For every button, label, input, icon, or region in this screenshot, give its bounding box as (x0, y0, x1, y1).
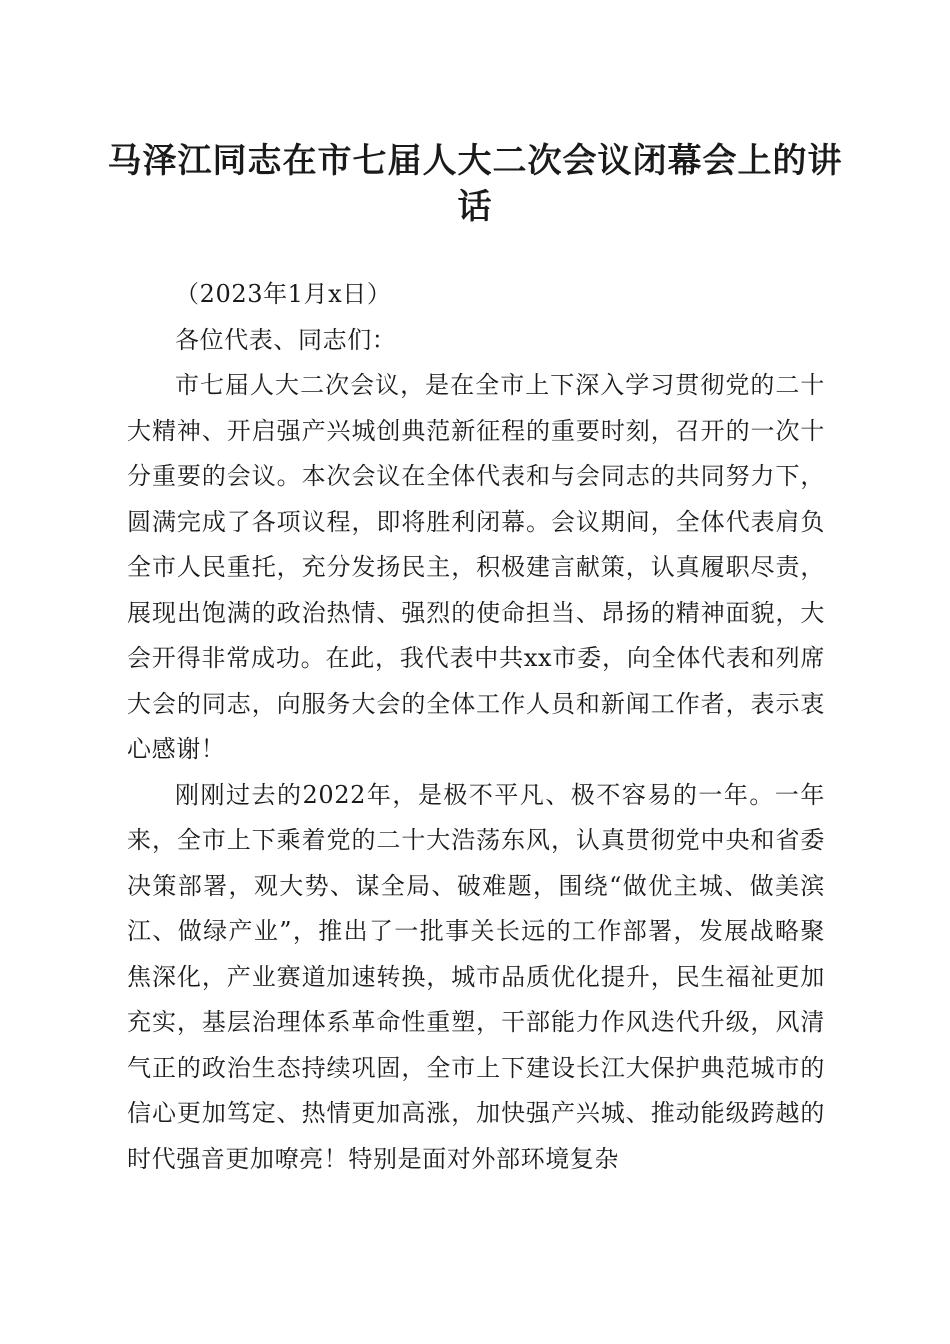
paragraph-2: 刚刚过去的2022年，是极不平凡、极不容易的一年。一年来，全市上下乘着党的二十大浩荡东风，认真贯彻党中央和省委决策部署，观大势、谋全局、破难题，围绕“做优主城、做美滨江、做绿产业”，推出了一批事关长远的工作部署，发展战略聚焦深化，产业赛道加速转换，城市品质优化提升，民生福祉更加充实，基层治理体系革命性重塑，干部能力作风迭代升级，风清气正的政治生态持续巩固，全市上下建设长江大保护典范城市的信心更加笃定、热情更加高涨，加快强产兴城、推动能级跨越的时代强音更加嘹亮！特别是面对外部环境复杂 (127, 780, 825, 1173)
paragraph-1: 市七届人大二次会议，是在全市上下深入学习贯彻党的二十大精神、开启强产兴城创典范新征程的重要时刻，召开的一次十分重要的会议。本次会议在全体代表和与会同志的共同努力下，圆满完成了各项议程，即将胜利闭幕。会议期间，全体代表肩负全市人民重托，充分发扬民主，积极建言献策，认真履职尽责，展现出饱满的政治热情、强烈的使命担当、昂扬的精神面貌，大会开得非常成功。在此，我代表中共xx市委，向全体代表和列席大会的同志，向服务大会的全体工作人员和新闻工作者，表示衷心感谢！ (127, 371, 825, 763)
document-title: 马泽江同志在市七届人大二次会议闭幕会上的讲话 (107, 141, 843, 227)
document-body (127, 272, 825, 1182)
salutation: 各位代表、同志们： (175, 325, 397, 354)
date-line: （2023年1月x日） (175, 280, 392, 308)
